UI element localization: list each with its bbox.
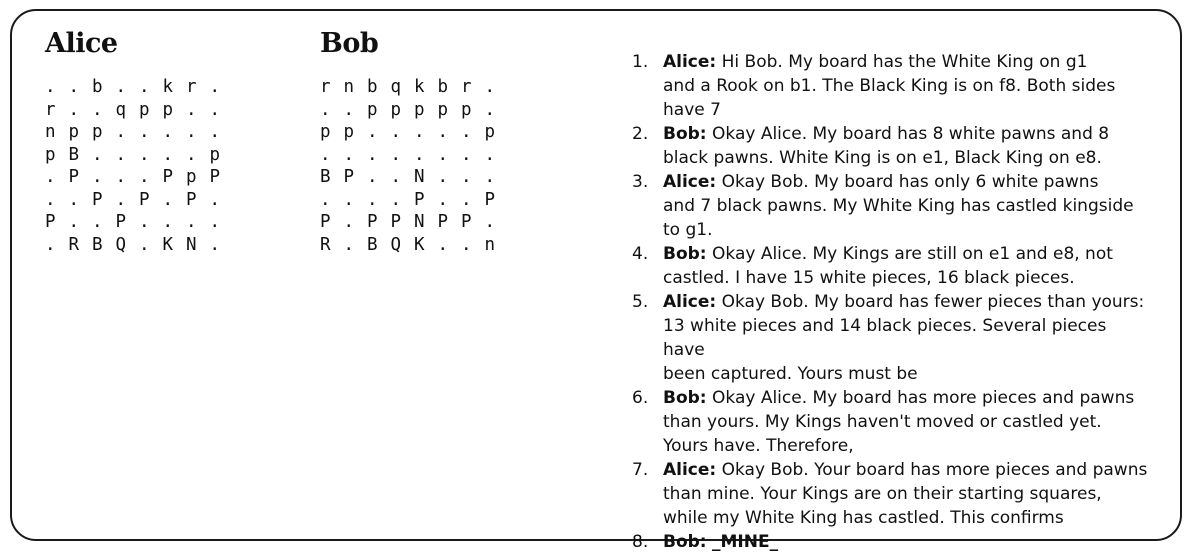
speaker-label: Alice:: [663, 172, 717, 192]
board-square: N: [414, 167, 425, 187]
speaker-label: Bob:: [663, 532, 707, 552]
board-square: r: [186, 77, 197, 97]
board-square: P: [209, 167, 221, 187]
message-line: Hi Bob. My board has the White King on g1: [721, 52, 1088, 72]
board-square: K: [162, 234, 174, 255]
board-square: P: [139, 189, 150, 210]
board-square: N: [414, 212, 425, 232]
board-square: p: [414, 99, 425, 120]
speaker-label: Alice:: [663, 460, 717, 480]
turn-number: 1.: [632, 52, 649, 72]
board-square: P: [414, 189, 425, 210]
board-square: P: [484, 189, 496, 210]
speaker-label: Alice:: [663, 292, 717, 312]
board-square: .: [209, 99, 221, 120]
alice-title: Alice: [45, 28, 118, 59]
message-line: Okay Alice. My board has 8 white pawns and 8: [712, 124, 1110, 144]
board-square: .: [186, 144, 197, 165]
board-square: .: [186, 99, 197, 120]
board-square: P: [343, 167, 355, 187]
message-line: and 7 black pawns. My White King has castled kingside: [663, 196, 1134, 216]
board-square: .: [484, 99, 496, 120]
board-square: .: [186, 212, 197, 232]
board-square: P: [390, 212, 402, 232]
board-row: [320, 144, 508, 167]
board-square: P: [186, 189, 197, 210]
message-line: black pawns. White King is on e1, Black King on e8.: [663, 148, 1102, 168]
board-square: .: [115, 189, 127, 210]
board-square: .: [68, 99, 80, 120]
board-row: [320, 189, 508, 212]
board-square: b: [367, 77, 378, 97]
board-row: [45, 76, 233, 99]
message-line: than mine. Your Kings are on their starting squares,: [663, 484, 1102, 504]
message-line: Yours have. Therefore,: [663, 436, 854, 456]
board-square: .: [437, 144, 449, 165]
dialog-list: [630, 50, 1150, 554]
board-square: .: [461, 189, 472, 210]
message-line: 13 white pieces and 14 black pieces. Several pieces have: [663, 316, 1107, 360]
board-square: p: [461, 99, 472, 120]
message-line: have 7: [663, 100, 721, 120]
message-line: Okay Bob. Your board has more pieces and pawns: [721, 460, 1148, 480]
board-row: [320, 99, 508, 122]
board-square: .: [209, 234, 221, 255]
board-square: .: [209, 122, 221, 142]
board-square: .: [414, 122, 425, 142]
board-square: .: [367, 167, 378, 187]
board-square: b: [437, 77, 449, 97]
board-square: .: [461, 144, 472, 165]
board-square: p: [437, 99, 449, 120]
board-square: .: [390, 189, 402, 210]
dialog-turn: [630, 290, 1150, 386]
board-square: .: [139, 144, 150, 165]
board-square: .: [209, 189, 221, 210]
board-square: .: [320, 99, 331, 120]
bob-title: Bob: [320, 28, 379, 59]
board-square: .: [45, 234, 56, 255]
board-square: .: [45, 77, 56, 97]
board-square: p: [484, 122, 496, 142]
board-square: .: [437, 189, 449, 210]
board-square: .: [68, 189, 80, 210]
dialog-turn: [630, 242, 1150, 290]
message-line: and a Rook on b1. The Black King is on f8. Both sides: [663, 76, 1116, 96]
alice-board: [45, 76, 233, 256]
board-square: P: [92, 189, 103, 210]
turn-number: 8.: [632, 532, 649, 552]
message-line: than yours. My Kings haven't moved or castled yet.: [663, 412, 1102, 432]
board-square: q: [390, 77, 402, 97]
message-line: been captured. Yours must be: [663, 364, 918, 384]
board-row: [320, 121, 508, 144]
board-square: .: [320, 189, 331, 210]
dialog-turn: [630, 170, 1150, 242]
board-square: .: [139, 77, 150, 97]
message-line: Okay Alice. My board has more pieces and pawns: [712, 388, 1135, 408]
board-row: [45, 211, 233, 234]
board-square: P: [162, 167, 174, 187]
board-square: .: [461, 234, 472, 255]
message-line: Okay Bob. My board has fewer pieces than yours:: [721, 292, 1145, 312]
alice-panel: [45, 28, 233, 256]
board-row: [320, 234, 508, 257]
board-square: P: [115, 212, 127, 232]
board-square: P: [437, 212, 449, 232]
board-square: p: [367, 99, 378, 120]
board-square: .: [343, 144, 355, 165]
board-square: p: [162, 99, 174, 120]
board-square: P: [461, 212, 472, 232]
dialog-turn: [630, 50, 1150, 122]
board-square: R: [320, 234, 331, 255]
board-square: .: [484, 212, 496, 232]
message-line: castled. I have 15 white pieces, 16 black pieces.: [663, 268, 1075, 288]
message-line: while my White King has castled. This confirms: [663, 508, 1064, 528]
board-square: R: [68, 234, 80, 255]
board-square: p: [186, 167, 197, 187]
speaker-label: Bob:: [663, 124, 707, 144]
board-square: .: [367, 144, 378, 165]
dialog-turn: [630, 386, 1150, 458]
board-square: B: [320, 167, 331, 187]
board-square: r: [320, 77, 331, 97]
board-square: .: [115, 77, 127, 97]
board-square: n: [45, 122, 56, 142]
board-square: r: [461, 77, 472, 97]
board-row: [45, 166, 233, 189]
turn-number: 6.: [632, 388, 649, 408]
board-square: .: [367, 189, 378, 210]
board-square: K: [414, 234, 425, 255]
board-square: .: [209, 77, 221, 97]
board-square: .: [209, 212, 221, 232]
board-square: .: [162, 122, 174, 142]
board-square: .: [437, 167, 449, 187]
board-square: .: [484, 167, 496, 187]
board-square: k: [414, 77, 425, 97]
speaker-label: Bob:: [663, 388, 707, 408]
board-square: p: [92, 122, 103, 142]
board-square: q: [115, 99, 127, 120]
board-square: .: [92, 212, 103, 232]
board-square: p: [390, 99, 402, 120]
board-square: .: [45, 189, 56, 210]
message-line: to g1.: [663, 220, 713, 240]
board-square: b: [92, 77, 103, 97]
board-square: .: [320, 144, 331, 165]
board-square: p: [320, 122, 331, 142]
turn-number: 4.: [632, 244, 649, 264]
board-square: Q: [115, 234, 127, 255]
board-square: .: [92, 167, 103, 187]
speaker-label: Bob:: [663, 244, 707, 264]
board-square: .: [186, 122, 197, 142]
board-row: [320, 211, 508, 234]
board-square: .: [437, 122, 449, 142]
board-square: B: [92, 234, 103, 255]
board-square: .: [115, 167, 127, 187]
board-square: r: [45, 99, 56, 120]
board-row: [45, 121, 233, 144]
board-square: .: [390, 144, 402, 165]
speaker-label: Alice:: [663, 52, 717, 72]
board-square: n: [343, 77, 355, 97]
board-square: B: [68, 144, 80, 165]
board-square: .: [484, 77, 496, 97]
dialog-turn: [630, 458, 1150, 530]
board-square: .: [162, 144, 174, 165]
board-square: P: [367, 212, 378, 232]
board-row: [45, 144, 233, 167]
board-row: [45, 99, 233, 122]
board-square: .: [343, 189, 355, 210]
turn-number: 7.: [632, 460, 649, 480]
board-square: p: [343, 122, 355, 142]
board-square: .: [343, 99, 355, 120]
message-line: Okay Alice. My Kings are still on e1 and e8, not: [712, 244, 1113, 264]
board-square: p: [209, 144, 221, 165]
board-square: .: [68, 77, 80, 97]
board-row: [45, 189, 233, 212]
board-square: P: [320, 212, 331, 232]
board-square: .: [343, 212, 355, 232]
board-square: .: [390, 167, 402, 187]
board-square: .: [139, 122, 150, 142]
board-square: .: [139, 167, 150, 187]
answer-text: _MINE_: [712, 532, 779, 552]
board-square: P: [45, 212, 56, 232]
board-square: .: [115, 122, 127, 142]
board-square: p: [68, 122, 80, 142]
board-square: .: [367, 122, 378, 142]
board-square: .: [162, 189, 174, 210]
board-square: .: [68, 212, 80, 232]
bob-board: [320, 76, 508, 256]
message-line: Okay Bob. My board has only 6 white pawns: [721, 172, 1099, 192]
turn-number: 3.: [632, 172, 649, 192]
board-row: [45, 234, 233, 257]
board-square: k: [162, 77, 174, 97]
board-square: .: [139, 212, 150, 232]
board-square: .: [437, 234, 449, 255]
board-square: N: [186, 234, 197, 255]
board-row: [320, 166, 508, 189]
bob-panel: [320, 28, 508, 256]
board-square: .: [45, 167, 56, 187]
board-square: .: [414, 144, 425, 165]
board-square: .: [115, 144, 127, 165]
dialog-turn: [630, 530, 1150, 554]
board-square: .: [139, 234, 150, 255]
board-square: .: [162, 212, 174, 232]
board-square: B: [367, 234, 378, 255]
board-square: .: [343, 234, 355, 255]
board-square: p: [45, 144, 56, 165]
turn-number: 5.: [632, 292, 649, 312]
board-square: .: [484, 144, 496, 165]
board-square: P: [68, 167, 80, 187]
turn-number: 2.: [632, 124, 649, 144]
board-square: .: [390, 122, 402, 142]
board-square: p: [139, 99, 150, 120]
board-square: Q: [390, 234, 402, 255]
board-square: .: [92, 144, 103, 165]
board-row: [320, 76, 508, 99]
board-square: .: [461, 167, 472, 187]
board-square: n: [484, 234, 496, 255]
board-square: .: [92, 99, 103, 120]
board-square: .: [461, 122, 472, 142]
dialog-turn: [630, 122, 1150, 170]
